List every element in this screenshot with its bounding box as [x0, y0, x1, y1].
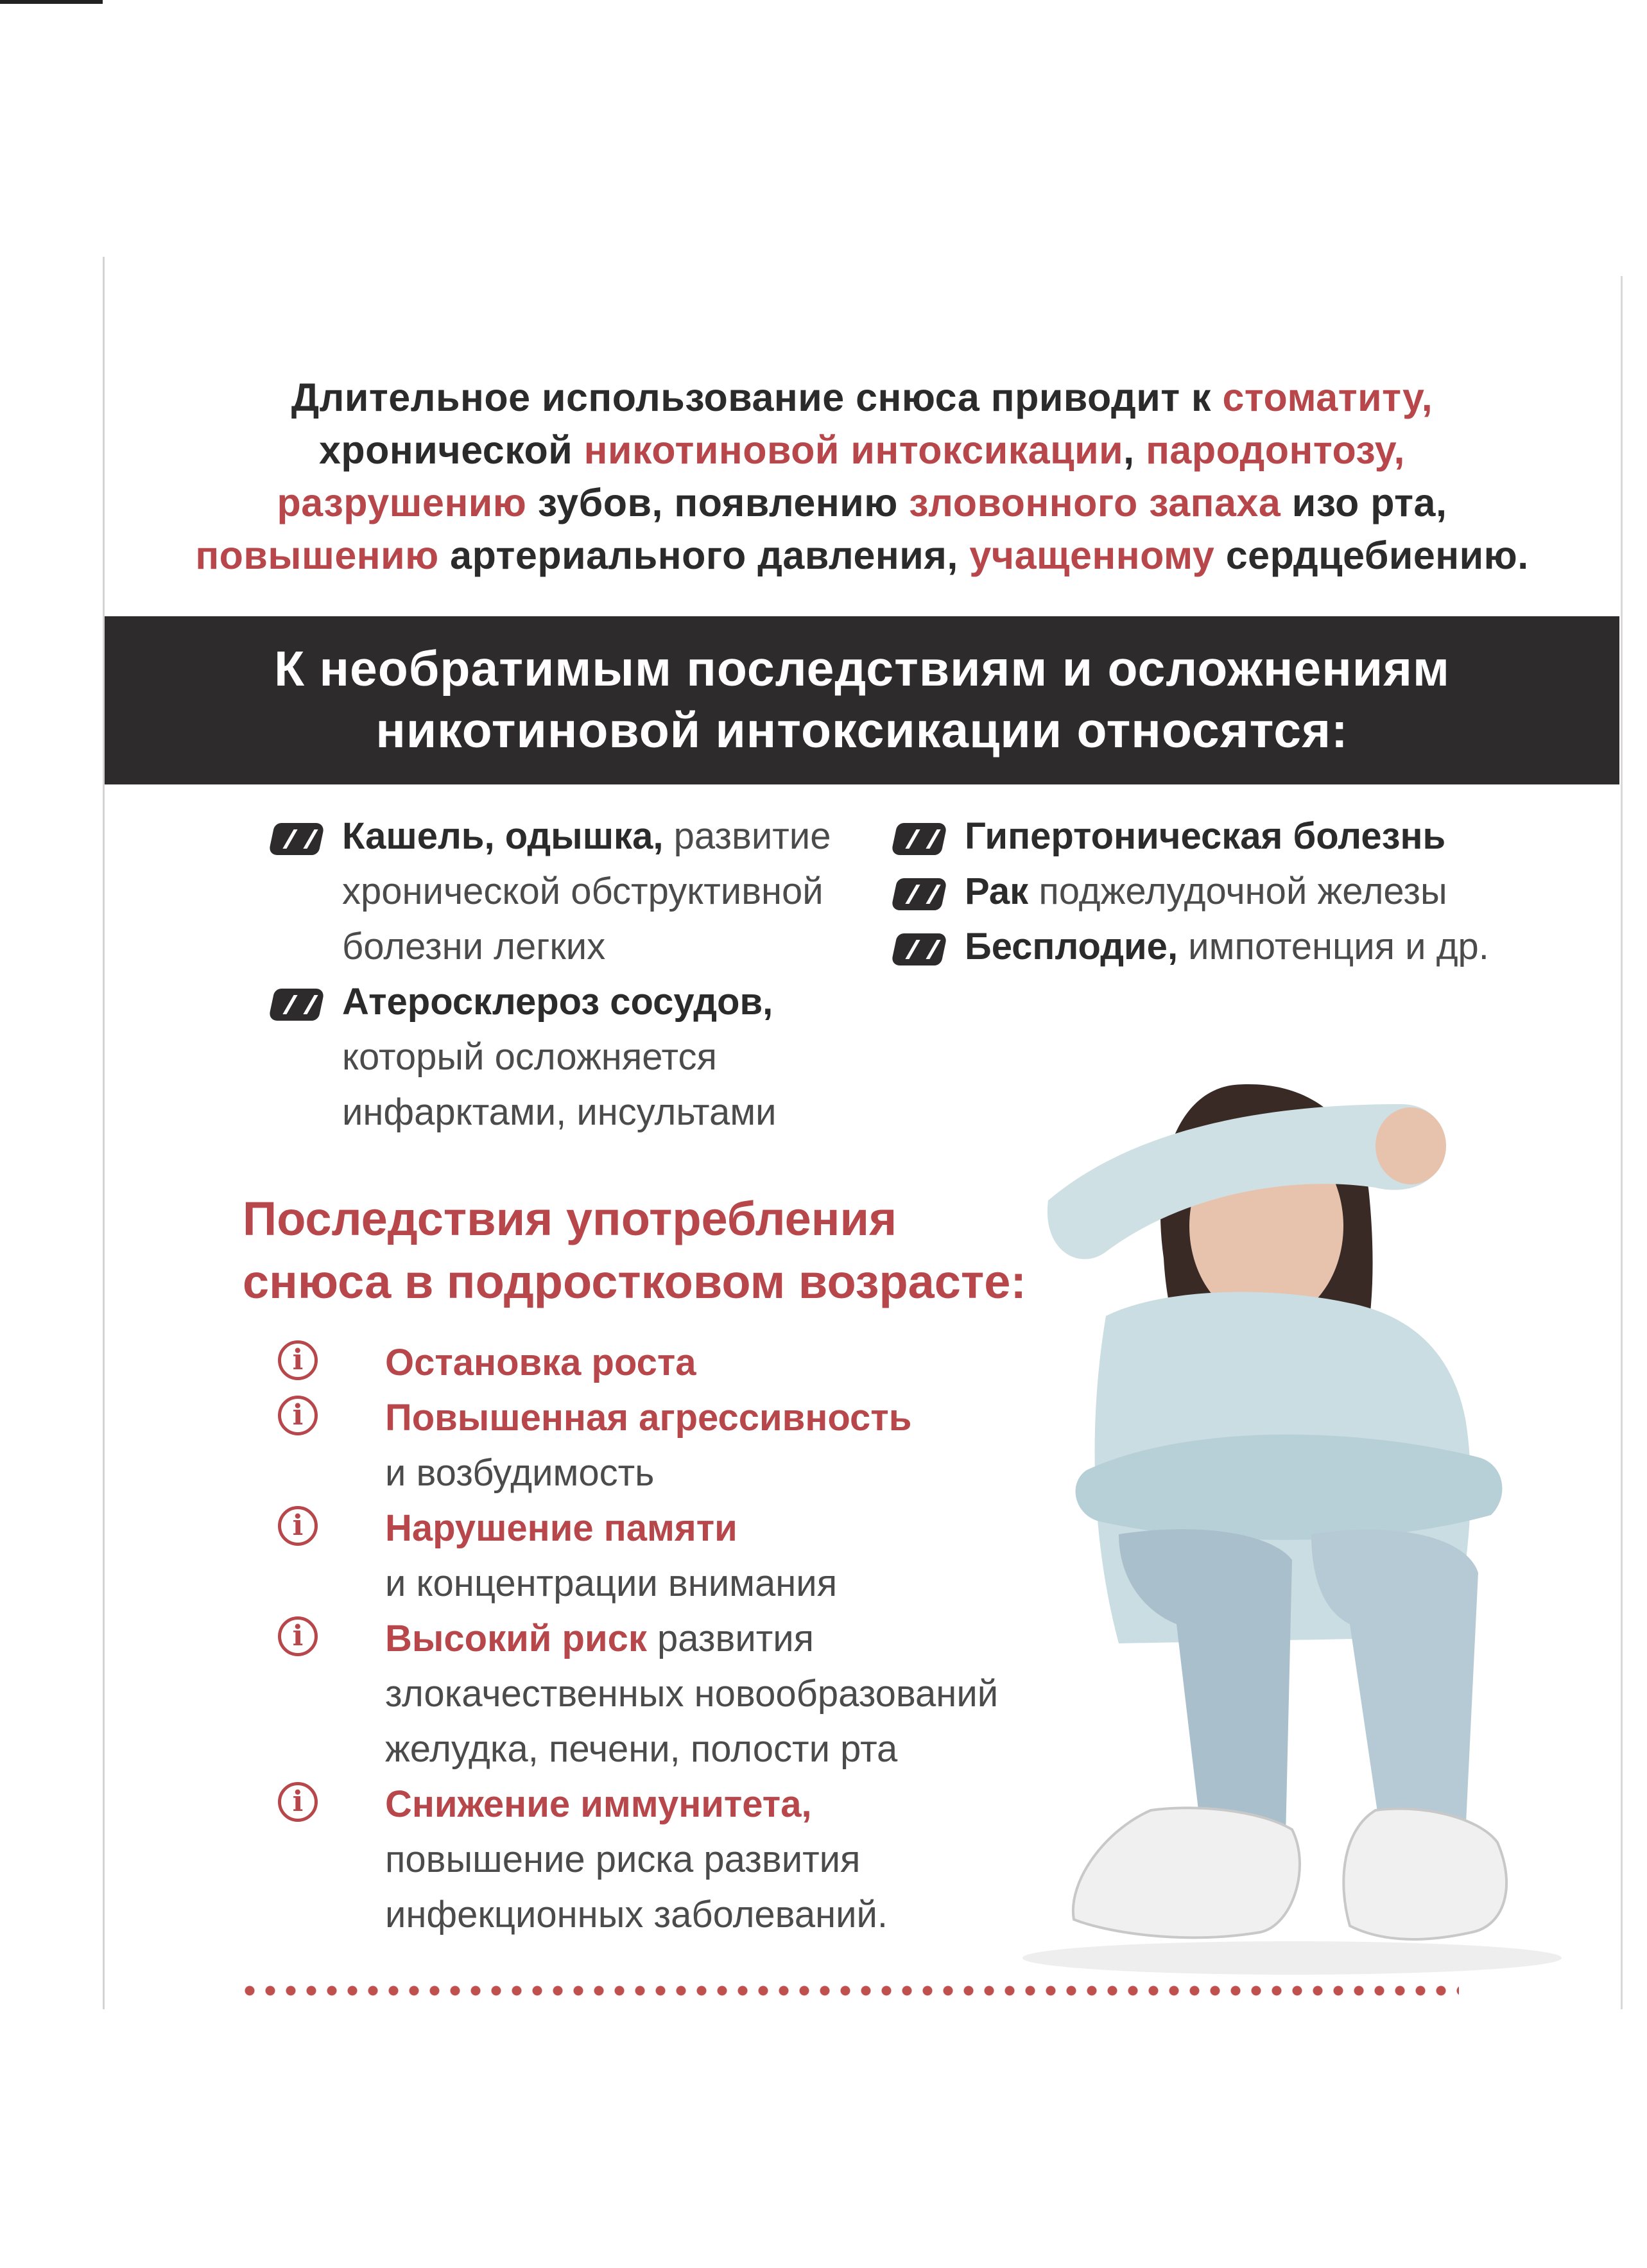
info-circle-icon: i [278, 1396, 318, 1435]
item-text: и возбудимость [385, 1452, 655, 1494]
teen-title-line: снюса в подростковом возрасте: [243, 1255, 1026, 1308]
band-line: никотиновой интоксикации относятся: [375, 703, 1349, 758]
scan-edge-line [1621, 276, 1623, 2009]
intro-text: сердцебиению. [1214, 533, 1529, 577]
sitting-teen-illustration [990, 982, 1600, 1984]
list-item [278, 1611, 1035, 1777]
consequences-right-list [881, 809, 1607, 974]
scan-edge-line [0, 0, 103, 4]
info-circle-icon: i [278, 1616, 318, 1656]
lightning-badge-icon [268, 989, 325, 1021]
item-text: повышение риска развития [385, 1839, 861, 1880]
item-text: развития [646, 1618, 815, 1659]
intro-highlight: зловонного запаха [909, 481, 1281, 524]
lightning-badge-icon [891, 878, 948, 910]
intro-highlight: пародонтозу, [1146, 428, 1405, 472]
item-text: который осложняется [342, 1036, 717, 1078]
item-bold: Нарушение памяти [385, 1507, 737, 1549]
leaflet-sheet [103, 257, 1619, 2009]
item-bold: Остановка роста [385, 1342, 696, 1383]
list-item [278, 1390, 1035, 1501]
intro-text: изо рта, [1281, 481, 1447, 524]
list-item [278, 1501, 1035, 1611]
intro-text: зубов, появлению [526, 481, 910, 524]
item-text: злокачественных новообразований [385, 1673, 999, 1715]
item-text: инфекционных заболеваний. [385, 1894, 888, 1935]
list-item [881, 809, 1607, 864]
info-circle-icon: i [278, 1506, 318, 1546]
item-text: инфарктами, инсультами [342, 1091, 777, 1133]
lightning-badge-icon [268, 823, 325, 855]
intro-text: хронической [318, 428, 584, 472]
intro-text: , [1123, 428, 1146, 472]
dotted-divider [239, 1984, 1459, 1998]
item-bold: Атеросклероз сосудов, [342, 981, 773, 1023]
band-line: К необратимым последствиям и осложнениям [274, 641, 1450, 697]
item-text: поджелудочной железы [1028, 870, 1447, 912]
section-heading-band [105, 616, 1619, 784]
list-item [278, 1777, 1035, 1943]
intro-highlight: стоматиту, [1222, 376, 1433, 419]
item-bold: Высокий риск [385, 1618, 647, 1659]
info-circle-icon: i [278, 1782, 318, 1822]
item-text: хронической обструктивной [342, 870, 824, 912]
teen-section-title [243, 1188, 1026, 1313]
lightning-badge-icon [891, 823, 948, 855]
teen-title-line: Последствия употребления [243, 1192, 897, 1245]
list-item [259, 974, 1016, 1140]
intro-highlight: учащенному [969, 533, 1215, 577]
item-bold: Гипертоническая болезнь [965, 815, 1446, 857]
item-bold: Бесплодие, [965, 926, 1178, 967]
item-text: импотенция и др. [1178, 926, 1489, 967]
item-text: болезни легких [342, 926, 606, 967]
item-bold: Кашель, одышка, [342, 815, 664, 857]
item-bold: Рак [965, 870, 1029, 912]
list-item [881, 864, 1607, 919]
item-text: желудка, печени, полости рта [385, 1728, 898, 1770]
teen-consequences-list [278, 1335, 1035, 1943]
intro-highlight: разрушению [277, 481, 527, 524]
intro-highlight: повышению [195, 533, 439, 577]
intro-text: Длительное использование снюса приводит к [291, 376, 1223, 419]
list-item [881, 919, 1607, 974]
intro-highlight: никотиновой интоксикации [583, 428, 1124, 472]
lightning-badge-icon [891, 933, 948, 965]
intro-paragraph [105, 371, 1619, 582]
item-text: и концентрации внимания [385, 1562, 838, 1604]
list-item [278, 1335, 1035, 1390]
item-bold: Снижение иммунитета, [385, 1783, 812, 1825]
item-bold: Повышенная агрессивность [385, 1397, 912, 1439]
info-circle-icon: i [278, 1340, 318, 1380]
intro-text: артериального давления, [438, 533, 970, 577]
item-text: развитие [663, 815, 831, 857]
